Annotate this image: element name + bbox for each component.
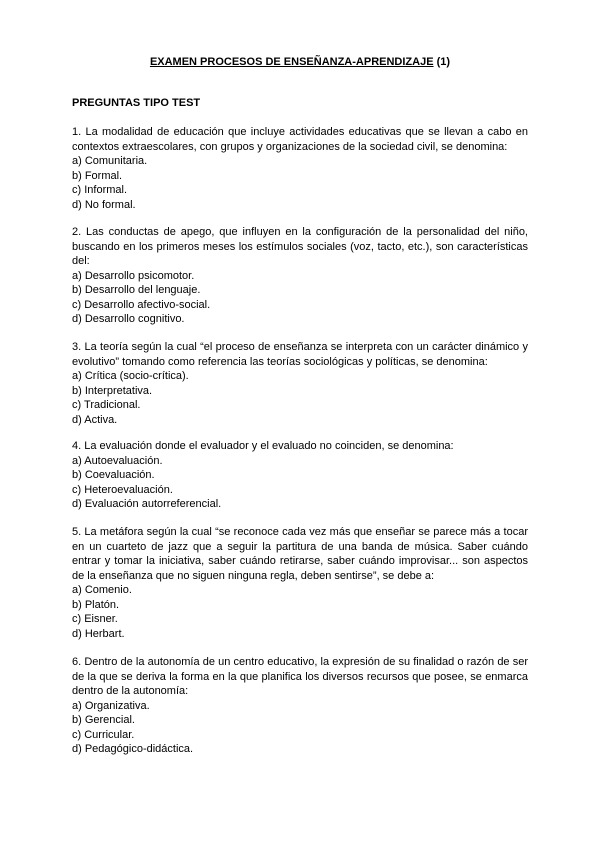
option-d: d) Pedagógico-didáctica. [72,743,194,755]
option-a: a) Comunitaria. [72,155,148,167]
option-a: a) Autoevaluación. [72,454,163,467]
question-stem: 2. Las conductas de apego, que influyen en la configuración de la personalidad del niño, buscando en los primeros meses los estímulos sociales (voz, tacto, etc.), son características del: [72,226,528,267]
question-stem: 4. La evaluación donde el evaluador y el evaluado no coinciden, se denomina: [72,440,454,452]
question-stem: 3. La teoría según la cual “el proceso de enseñanza se interpreta con un carácter dinámico y evolutivo” tomando como referencia las teorías sociológicas y políticas, se denomina: [72,341,528,368]
option-c: c) Desarrollo afectivo-social. [72,298,211,311]
exam-title-main: EXAMEN PROCESOS DE ENSEÑANZA-APRENDIZAJE [149,56,434,68]
option-b: b) Formal. [72,169,123,182]
option-b: b) Platón. [72,598,120,611]
question-3 [72,340,528,427]
option-d: d) No formal. [72,198,136,211]
exam-title [0,56,600,68]
option-b: b) Desarrollo del lenguaje. [72,284,201,296]
option-b: b) Gerencial. [72,714,135,726]
option-d: d) Desarrollo cognitivo. [72,313,185,325]
option-c: c) Heteroevaluación. [72,483,173,496]
option-c: c) Informal. [72,184,128,196]
option-b: b) Coevaluación. [72,469,155,481]
option-c: c) Curricular. [72,728,135,741]
question-4 [72,439,528,512]
option-a: a) Comenio. [72,584,132,596]
option-c: c) Eisner. [72,613,118,625]
option-c: c) Tradicional. [72,399,141,411]
option-a: a) Crítica (socio-crítica). [72,370,189,382]
question-1 [72,125,528,212]
question-stem: 6. Dentro de la autonomía de un centro educativo, la expresión de su finalidad o razón de ser de la que se deriva la forma en la que planifica los diversos recursos que posee, se enmarca dentro de la autonomía: [72,656,528,697]
option-d: d) Activa. [72,413,118,426]
question-stem: 1. La modalidad de educación que incluye actividades educativas que se llevan a cabo en contextos extraescolares, con grupos y organizaciones de la sociedad civil, se denomina: [72,126,528,153]
question-6 [72,655,528,757]
option-b: b) Interpretativa. [72,384,153,397]
question-stem: 5. La metáfora según la cual “se reconoce cada vez más que enseñar se parece más a tocar en un cuarteto de jazz que a seguir la partitura de una banda de música. Saber cuándo entrar y tomar la iniciativa, saber cuándo retirarse, saber cuándo improvisar... son aspectos de la enseñanza que no siguen ninguna regla, deben sentirse”, se debe a: [72,526,528,582]
question-5 [72,525,528,641]
option-a: a) Organizativa. [72,699,150,712]
section-heading: PREGUNTAS TIPO TEST [72,97,201,109]
question-2 [72,225,528,327]
option-d: d) Evaluación autorreferencial. [72,498,222,510]
option-a: a) Desarrollo psicomotor. [72,269,195,282]
option-d: d) Herbart. [72,627,125,640]
exam-title-suffix: (1) [436,56,451,68]
